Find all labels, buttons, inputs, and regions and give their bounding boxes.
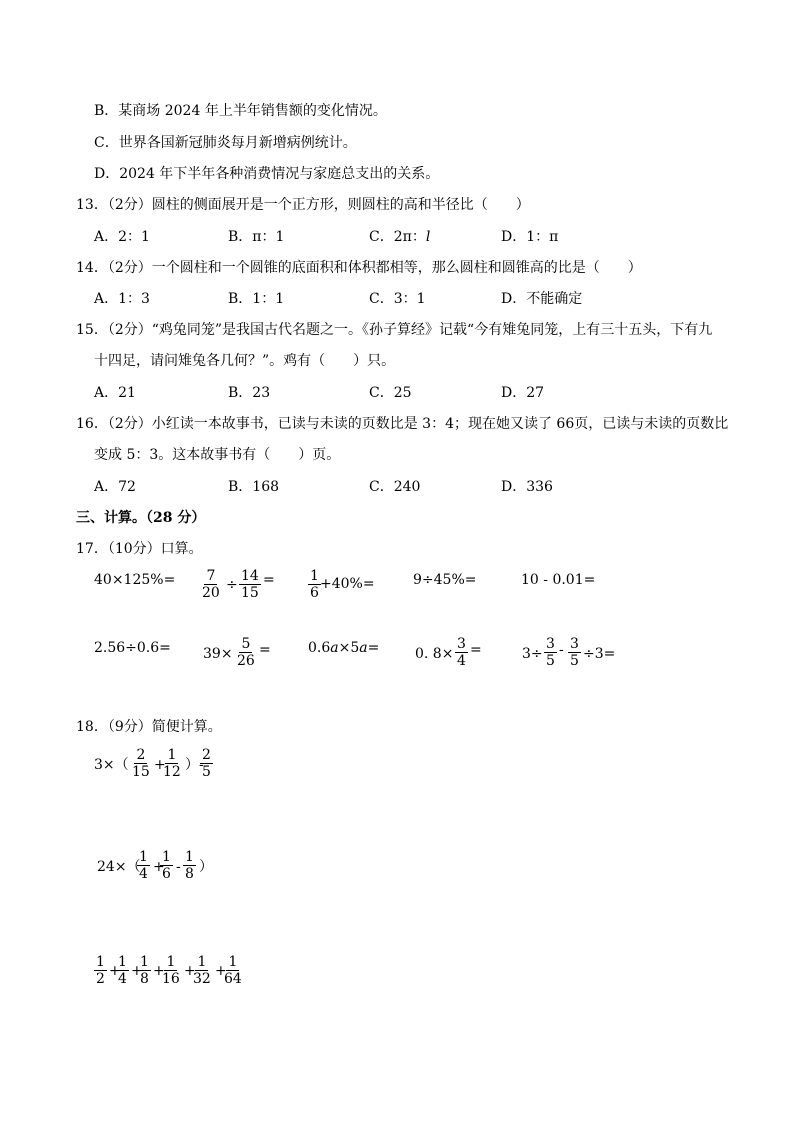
numerator: 2	[202, 747, 211, 763]
q18-expr-2-frac-3	[183, 849, 196, 882]
q18-expr-1-frac-2	[161, 747, 183, 780]
variable-a: a	[330, 640, 339, 656]
q17-expr-10-frac-1	[544, 636, 557, 669]
q14-option-b: B．1：1	[228, 291, 285, 307]
q18-expr-3-plus: +	[109, 963, 121, 979]
q18-expr-3-plus: +	[131, 963, 143, 979]
numerator: 1	[139, 849, 148, 865]
q18-expr-1-frac-3	[200, 747, 213, 780]
q12-option-d: D．2024 年下半年各种消费情况与家庭总支出的关系。	[94, 166, 440, 182]
q18-expr-2-frac-1	[137, 849, 150, 882]
q15-stem-line2: 十四足，请问雉兔各几何？”。鸡有（ ）只。	[94, 353, 396, 369]
denominator: 15	[132, 764, 150, 780]
numerator: 1	[167, 747, 177, 763]
q17-expr-1: 40×125%=	[94, 572, 176, 588]
q12-option-c: C．世界各国新冠肺炎每月新增病例统计。	[94, 135, 357, 151]
q17-expr-10-suffix: ÷3=	[583, 646, 616, 662]
denominator: 4	[139, 866, 148, 882]
numerator: 3	[570, 636, 579, 652]
q13-option-d: D．1：π	[501, 229, 559, 245]
numerator: 1	[166, 954, 176, 970]
numerator: 3	[457, 636, 466, 652]
numerator: 3	[546, 636, 555, 652]
q17-expr-2-frac-1	[200, 568, 222, 601]
q17-expr-10-operator: -	[559, 642, 564, 658]
q17-expr-7-prefix: 39×	[203, 646, 233, 662]
q17-expr-10-prefix: 3÷	[522, 646, 543, 662]
denominator: 5	[570, 653, 579, 669]
q18-expr-2-close: ）	[199, 859, 213, 875]
denominator: 15	[241, 585, 259, 601]
numerator: 1	[96, 954, 105, 970]
q18-expr-3-frac-5	[191, 954, 213, 987]
q17-expr-2-equals: =	[263, 572, 275, 588]
q18-expr-3-frac-4	[160, 954, 182, 987]
q15-option-b: B．23	[228, 385, 271, 401]
q14-stem: 14．（2分）一个圆柱和一个圆锥的底面积和体积都相等，那么圆柱和圆锥高的比是（ ）	[76, 260, 642, 276]
q17-expr-9-frac	[455, 636, 468, 669]
section-3-heading: 三、计算。（28 分）	[76, 510, 206, 526]
denominator: 6	[310, 585, 319, 601]
denominator: 8	[140, 971, 149, 987]
q17-expr-9-prefix: 0. 8×	[415, 646, 454, 662]
numerator: 1	[310, 568, 319, 584]
denominator: 16	[162, 971, 180, 987]
q18-expr-3-frac-1	[94, 954, 107, 987]
q17-expr-3-frac	[308, 568, 321, 601]
q18-expr-2-plus: +	[153, 859, 165, 875]
q17-expr-10-frac-2	[568, 636, 581, 669]
q13-option-c-text: C．2π：	[369, 229, 426, 245]
q15-option-a: A．21	[94, 385, 136, 401]
q15-option-c: C．25	[369, 385, 412, 401]
denominator: 8	[185, 866, 194, 882]
denominator: 26	[237, 653, 255, 669]
q17-expr-9-equals: =	[470, 642, 482, 658]
q18-expr-1-plus: +	[154, 757, 166, 773]
q18-expr-2-prefix: 24×（	[97, 859, 141, 875]
numerator: 1	[140, 954, 149, 970]
numerator: 1	[185, 849, 194, 865]
q17-expr-7-frac	[235, 636, 257, 669]
q13-option-c	[369, 228, 430, 246]
denominator: 6	[162, 866, 171, 882]
denominator: 4	[457, 653, 466, 669]
coefficient: 0.6	[308, 640, 331, 656]
q17-expr-4: 9÷45%=	[413, 572, 477, 588]
denominator: 20	[202, 585, 220, 601]
q18-expr-3-plus: +	[153, 963, 165, 979]
q17-stem: 17．（10分）口算。	[76, 541, 203, 557]
times-coefficient: ×5	[338, 640, 360, 656]
denominator: 12	[163, 764, 181, 780]
q17-expr-5: 10 - 0.01=	[521, 572, 596, 588]
q18-expr-3-frac-6	[222, 954, 244, 987]
q14-option-c: C．3：1	[369, 291, 426, 307]
q16-option-c: C．240	[369, 479, 421, 495]
denominator: 2	[96, 971, 105, 987]
q18-expr-2-minus: -	[176, 859, 181, 875]
denominator: 32	[193, 971, 211, 987]
numerator: 14	[241, 568, 259, 584]
numerator: 1	[162, 849, 171, 865]
q18-expr-1-close-minus: ）-	[185, 757, 204, 773]
variable-a: a	[359, 640, 368, 656]
q14-option-d: D．不能确定	[501, 291, 583, 307]
q15-option-d: D．27	[501, 385, 545, 401]
q16-option-b: B．168	[228, 479, 280, 495]
q18-expr-3-plus: +	[215, 963, 227, 979]
q18-expr-1-prefix: 3×（	[94, 757, 129, 773]
numerator: 5	[241, 636, 251, 652]
q13-option-a: A．2：1	[94, 229, 150, 245]
q12-option-b: B．某商场 2024 年上半年销售额的变化情况。	[94, 103, 387, 119]
q17-expr-8	[308, 639, 379, 657]
q17-expr-2-frac-2	[239, 568, 261, 601]
numerator: 7	[206, 568, 216, 584]
numerator: 1	[228, 954, 238, 970]
q18-expr-3-plus: +	[184, 963, 196, 979]
q16-stem-line2: 变成 5：3。这本故事书有（ ）页。	[94, 447, 341, 463]
q15-stem-line1: 15．（2分）“鸡兔同笼”是我国古代名题之一。《孙子算经》记载“今有雉兔同笼，上有三十五头，下有九	[76, 322, 713, 338]
q13-stem: 13．（2分）圆柱的侧面展开是一个正方形，则圆柱的高和半径比（ ）	[76, 197, 530, 213]
q16-stem-line1: 16．（2分）小红读一本故事书，已读与未读的页数比是 3：4；现在她又读了 66页，已读与未读的页数比	[76, 416, 729, 432]
q18-expr-1-frac-1	[130, 747, 152, 780]
q14-option-a: A．1：3	[94, 291, 150, 307]
numerator: 2	[136, 747, 146, 763]
q13-option-c-var: l	[425, 229, 431, 245]
q18-expr-3-frac-3	[138, 954, 151, 987]
q17-expr-2-operator: ÷	[226, 577, 238, 593]
q18-stem: 18．（9分）简便计算。	[76, 719, 222, 735]
q18-expr-3-frac-2	[116, 954, 129, 987]
denominator: 5	[202, 764, 211, 780]
q17-expr-6: 2.56÷0.6=	[94, 640, 171, 656]
q18-expr-2-frac-2	[160, 849, 173, 882]
q16-option-d: D．336	[501, 479, 553, 495]
denominator: 64	[224, 971, 242, 987]
q17-expr-3-rest: +40%=	[320, 576, 375, 592]
denominator: 5	[546, 653, 555, 669]
numerator: 1	[197, 954, 207, 970]
q16-option-a: A．72	[94, 479, 136, 495]
denominator: 4	[118, 971, 127, 987]
equals: =	[367, 640, 380, 656]
numerator: 1	[118, 954, 127, 970]
q13-option-b: B．π：1	[228, 229, 285, 245]
q17-expr-7-equals: =	[259, 642, 271, 658]
